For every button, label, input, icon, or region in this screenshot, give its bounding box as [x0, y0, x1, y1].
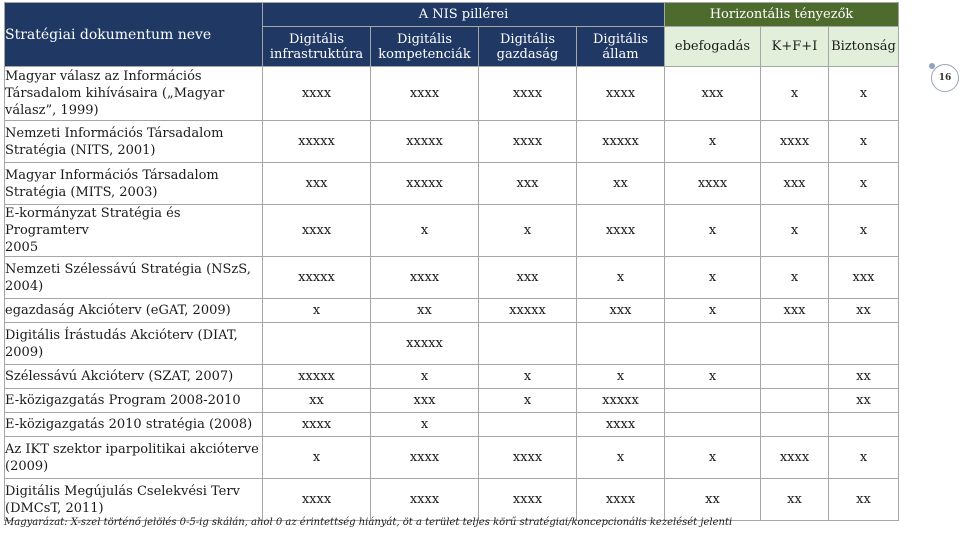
- strategy-table: [4, 2, 899, 521]
- rating-cell: xx: [263, 389, 371, 413]
- document-name-line: Stratégia (NITS, 2001): [5, 142, 156, 158]
- rating-cell: xxxx: [263, 479, 371, 521]
- document-name-cell: [5, 437, 263, 479]
- document-name-line: (DMCsT, 2011): [5, 500, 104, 516]
- rating-cell: xxxx: [761, 437, 829, 479]
- rating-cell: x: [665, 121, 761, 163]
- table-row: [5, 389, 899, 413]
- rating-cell: xxxxx: [263, 257, 371, 299]
- table-row: [5, 413, 899, 437]
- rating-cell: [577, 323, 665, 365]
- rating-cell: xxxx: [263, 413, 371, 437]
- rating-cell: xxxxx: [263, 121, 371, 163]
- page-number-badge: 16: [931, 64, 959, 92]
- rating-cell: x: [577, 257, 665, 299]
- rating-cell: xxxx: [665, 163, 761, 205]
- rating-cell: xxx: [577, 299, 665, 323]
- rating-cell: xxxxx: [371, 121, 479, 163]
- table-row: [5, 299, 899, 323]
- rating-cell: xxxxx: [371, 323, 479, 365]
- rating-cell: xxxx: [371, 67, 479, 121]
- col-header-rdi: K+F+I: [761, 27, 829, 67]
- document-name-line: Magyar Információs Társadalom: [5, 167, 219, 183]
- rating-cell: xxx: [761, 163, 829, 205]
- document-name-cell: [5, 479, 263, 521]
- document-name-cell: [5, 389, 263, 413]
- rating-cell: xx: [665, 479, 761, 521]
- rating-cell: [829, 413, 899, 437]
- document-name-cell: [5, 299, 263, 323]
- rating-cell: x: [761, 257, 829, 299]
- document-name-line: Digitális Megújulás Cselekvési Terv: [5, 483, 240, 499]
- rating-cell: xxxxx: [371, 163, 479, 205]
- table-row: [5, 365, 899, 389]
- document-name-cell: [5, 67, 263, 121]
- document-name-cell: [5, 413, 263, 437]
- rating-cell: xx: [577, 163, 665, 205]
- document-name-line: Társadalom kihívásaira („Magyar: [5, 86, 225, 101]
- rating-cell: xx: [829, 365, 899, 389]
- col-header-security: Biztonság: [829, 27, 899, 67]
- rating-cell: xxx: [829, 257, 899, 299]
- document-name-line: Magyar válasz az Információs: [5, 69, 202, 84]
- rating-cell: x: [479, 365, 577, 389]
- rating-cell: xxxx: [761, 121, 829, 163]
- rating-cell: xxxx: [479, 479, 577, 521]
- rating-cell: x: [479, 205, 577, 257]
- document-name-line: 2004): [5, 278, 44, 294]
- table-row: [5, 323, 899, 365]
- rating-cell: xxxx: [577, 413, 665, 437]
- rating-cell: x: [577, 437, 665, 479]
- rating-cell: xxx: [263, 163, 371, 205]
- document-name-line: Az IKT szektor iparpolitikai akcióterve: [5, 441, 259, 457]
- rating-cell: x: [371, 413, 479, 437]
- table-row: [5, 67, 899, 121]
- table-row: [5, 121, 899, 163]
- nis-pillars-header: A NIS pillérei: [263, 3, 665, 27]
- rating-cell: [761, 323, 829, 365]
- rating-cell: [665, 323, 761, 365]
- rating-cell: x: [829, 205, 899, 257]
- col-header-state: Digitális állam: [577, 27, 665, 67]
- rating-cell: x: [665, 365, 761, 389]
- document-name-cell: [5, 205, 263, 257]
- table-row: [5, 437, 899, 479]
- rating-cell: xxx: [761, 299, 829, 323]
- rating-cell: [665, 389, 761, 413]
- rating-cell: xx: [829, 389, 899, 413]
- document-name-line: egazdaság Akcióterv (eGAT, 2009): [5, 303, 231, 318]
- rating-cell: xxxx: [577, 67, 665, 121]
- document-name-cell: [5, 163, 263, 205]
- rating-cell: xxxx: [577, 479, 665, 521]
- rating-cell: x: [371, 365, 479, 389]
- document-name-line: 2005: [5, 240, 39, 255]
- rating-cell: x: [829, 437, 899, 479]
- document-name-line: Nemzeti Információs Társadalom: [5, 125, 224, 141]
- rating-cell: x: [263, 437, 371, 479]
- rating-cell: xxxx: [371, 437, 479, 479]
- document-name-line: Stratégia (MITS, 2003): [5, 184, 158, 200]
- rating-cell: x: [665, 437, 761, 479]
- rating-cell: xxxx: [577, 205, 665, 257]
- rating-cell: xxx: [479, 257, 577, 299]
- rating-cell: x: [761, 67, 829, 121]
- rating-cell: xxx: [665, 67, 761, 121]
- rating-cell: x: [761, 205, 829, 257]
- rating-cell: xxxx: [371, 479, 479, 521]
- rating-cell: x: [829, 67, 899, 121]
- document-name-cell: [5, 121, 263, 163]
- rating-cell: xxxx: [263, 67, 371, 121]
- rating-cell: x: [665, 299, 761, 323]
- table-row: [5, 205, 899, 257]
- rating-cell: xxxxx: [263, 365, 371, 389]
- rating-cell: [479, 413, 577, 437]
- rating-cell: x: [665, 257, 761, 299]
- rating-cell: x: [829, 163, 899, 205]
- rating-cell: x: [577, 365, 665, 389]
- rating-cell: x: [371, 205, 479, 257]
- legend-note: Magyarázat: X-szel történő jelölés 0-5-ig skálán, ahol 0 az érintettség hiányát, öt a terület teljes körű stratégiai/koncepcionális kezelését jelenti: [4, 517, 733, 528]
- horizontal-factors-header: Horizontális tényezők: [665, 3, 899, 27]
- rating-cell: [761, 413, 829, 437]
- rating-cell: [479, 323, 577, 365]
- rating-cell: [761, 389, 829, 413]
- rating-cell: xx: [371, 299, 479, 323]
- rating-cell: xx: [761, 479, 829, 521]
- rating-cell: x: [665, 205, 761, 257]
- table-row: [5, 257, 899, 299]
- document-name-cell: [5, 323, 263, 365]
- document-name-line: Szélessávú Akcióterv (SZAT, 2007): [5, 369, 234, 384]
- rating-cell: xxxx: [479, 437, 577, 479]
- col-header-einclusion: ebefogadás: [665, 27, 761, 67]
- rating-cell: [761, 365, 829, 389]
- table-row: [5, 163, 899, 205]
- document-name-line: válasz”, 1999): [5, 103, 99, 118]
- rating-cell: x: [829, 121, 899, 163]
- document-name-line: Nemzeti Szélessávú Stratégia (NSzS,: [5, 261, 251, 277]
- col-header-economy: Digitális gazdaság: [479, 27, 577, 67]
- rating-cell: [665, 413, 761, 437]
- rating-cell: xxxx: [263, 205, 371, 257]
- rating-cell: xx: [829, 479, 899, 521]
- rating-cell: [829, 323, 899, 365]
- col-header-infrastructure: Digitális infrastruktúra: [263, 27, 371, 67]
- table-row: [5, 479, 899, 521]
- document-name-header: Stratégiai dokumentum neve: [5, 3, 263, 67]
- rating-cell: xxx: [371, 389, 479, 413]
- rating-cell: x: [263, 299, 371, 323]
- rating-cell: xxxxx: [577, 121, 665, 163]
- rating-cell: xx: [829, 299, 899, 323]
- document-name-cell: [5, 365, 263, 389]
- rating-cell: xxxxx: [479, 299, 577, 323]
- rating-cell: xxx: [479, 163, 577, 205]
- document-name-line: E-kormányzat Stratégia és Programterv: [5, 206, 181, 238]
- document-name-line: Digitális Írástudás Akcióterv (DIAT,: [5, 327, 238, 343]
- document-name-line: E-közigazgatás 2010 stratégia (2008): [5, 417, 253, 432]
- rating-cell: [263, 323, 371, 365]
- document-name-line: (2009): [5, 458, 49, 474]
- document-name-line: E-közigazgatás Program 2008-2010: [5, 393, 241, 408]
- document-name-cell: [5, 257, 263, 299]
- rating-cell: xxxx: [479, 121, 577, 163]
- rating-cell: xxxx: [479, 67, 577, 121]
- document-name-line: 2009): [5, 344, 44, 360]
- rating-cell: x: [479, 389, 577, 413]
- rating-cell: xxxxx: [577, 389, 665, 413]
- rating-cell: xxxx: [371, 257, 479, 299]
- col-header-competences: Digitális kompetenciák: [371, 27, 479, 67]
